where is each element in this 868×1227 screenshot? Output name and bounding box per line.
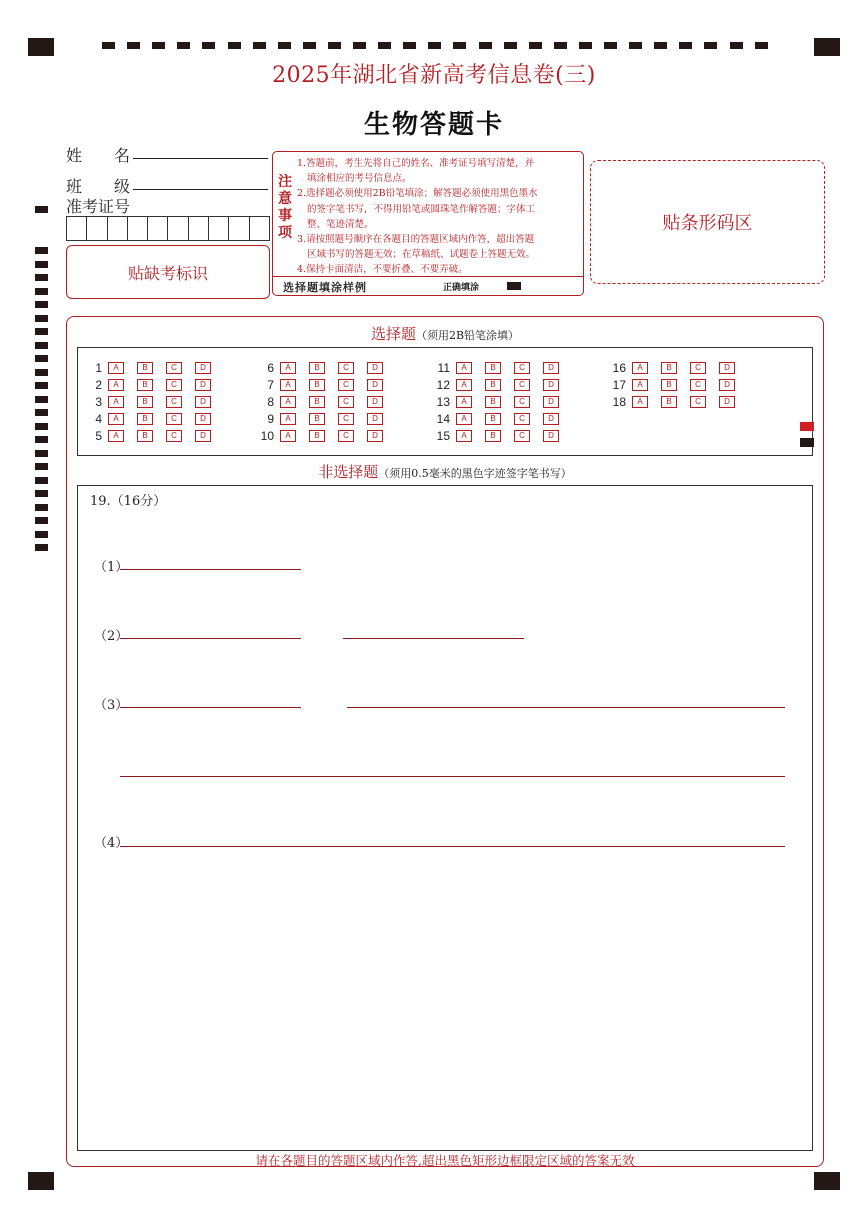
question-number: 9 [267, 411, 274, 426]
timing-mark [35, 477, 48, 484]
option-bubble[interactable]: B [661, 396, 677, 408]
option-bubble[interactable]: D [367, 413, 383, 425]
option-bubble[interactable]: A [108, 413, 124, 425]
question-number: 14 [436, 411, 450, 426]
option-bubble[interactable]: A [456, 379, 472, 391]
timing-mark [278, 42, 291, 49]
option-bubble[interactable]: B [485, 362, 501, 374]
timing-mark [428, 42, 441, 49]
option-bubble[interactable]: A [280, 379, 296, 391]
timing-mark [35, 261, 48, 268]
notice-text: 1.答题前，考生先将自己的姓名、准考证号填写清楚，并 填涂相应的考号信息点。 2.选择题必须使用2B铅笔填涂；解答题必须使用黑色墨水 的签字笔书写，不得用铅笔或圆珠笔作解答题；字体工 整、笔迹清楚。 3.请按照题号顺序在各题目的答题区域内作答，超出答题 区域书写的答题无效；在草稿纸、试题卷上答题无效。 4.保持卡面清洁，不要折叠、不要弄破。 [297, 158, 538, 276]
timing-mark [629, 42, 642, 49]
timing-mark [35, 247, 48, 254]
timing-mark [35, 409, 48, 416]
part-2-answer-line-1[interactable] [120, 638, 301, 639]
option-bubble[interactable]: C [514, 413, 530, 425]
timing-mark [35, 463, 48, 470]
red-calibration-mark [800, 422, 814, 431]
timing-mark [127, 42, 140, 49]
corner-mark-top-right [814, 38, 840, 56]
part-3-answer-line-3[interactable] [120, 776, 785, 777]
part-4-label: （4） [94, 836, 129, 851]
option-bubble[interactable]: B [661, 379, 677, 391]
option-bubble[interactable]: A [108, 396, 124, 408]
option-bubble[interactable]: C [514, 362, 530, 374]
question-number: 13 [436, 394, 450, 409]
timing-mark [152, 42, 165, 49]
option-bubble[interactable]: A [456, 396, 472, 408]
corner-mark-bottom-right [814, 1172, 840, 1190]
option-bubble[interactable]: A [632, 379, 648, 391]
correct-fill-sample [507, 282, 521, 290]
exam-number-label: 准考证号 [66, 197, 131, 216]
part-4-answer-line[interactable] [120, 846, 785, 847]
option-bubble[interactable]: D [195, 413, 211, 425]
timing-mark [704, 42, 717, 49]
option-bubble[interactable]: A [280, 396, 296, 408]
corner-mark-bottom-left [28, 1172, 54, 1190]
barcode-area: 贴条形码区 [590, 160, 825, 284]
timing-mark [353, 42, 366, 49]
option-bubble[interactable]: C [166, 430, 182, 442]
timing-mark [35, 301, 48, 308]
timing-mark [604, 42, 617, 49]
option-bubble[interactable]: D [543, 413, 559, 425]
question-number: 17 [612, 377, 626, 392]
choice-question-row [250, 429, 396, 442]
timing-mark [102, 42, 115, 49]
option-bubble[interactable]: B [485, 430, 501, 442]
option-bubble[interactable]: C [338, 379, 354, 391]
absent-mark-area: 贴缺考标识 [66, 245, 270, 299]
name-field[interactable] [133, 158, 268, 159]
timing-mark [177, 42, 190, 49]
option-bubble[interactable]: B [309, 413, 325, 425]
question-number: 1 [95, 360, 102, 375]
option-bubble[interactable]: D [543, 430, 559, 442]
part-3-answer-line-1[interactable] [120, 707, 301, 708]
option-bubble[interactable]: D [367, 430, 383, 442]
fill-sample-row [273, 276, 583, 296]
option-bubble[interactable]: B [309, 430, 325, 442]
choice-question-row [250, 378, 396, 391]
option-bubble[interactable]: D [543, 396, 559, 408]
option-bubble[interactable]: B [137, 379, 153, 391]
option-bubble[interactable]: A [280, 362, 296, 374]
timing-mark [35, 544, 48, 551]
option-bubble[interactable]: C [338, 430, 354, 442]
name-label: 姓 名 [66, 146, 131, 165]
option-bubble[interactable]: A [108, 362, 124, 374]
part-2-label: （2） [94, 629, 129, 644]
timing-mark [35, 288, 48, 295]
option-bubble[interactable]: D [195, 379, 211, 391]
part-3-answer-line-2[interactable] [347, 707, 785, 708]
option-bubble[interactable]: C [514, 396, 530, 408]
timing-mark [228, 42, 241, 49]
option-bubble[interactable]: D [543, 362, 559, 374]
option-bubble[interactable]: C [166, 413, 182, 425]
timing-mark [654, 42, 667, 49]
option-bubble[interactable]: D [719, 379, 735, 391]
option-bubble[interactable]: C [338, 362, 354, 374]
timing-mark [479, 42, 492, 49]
option-bubble[interactable]: D [195, 362, 211, 374]
part-1-answer-line[interactable] [120, 569, 301, 570]
option-bubble[interactable]: B [309, 396, 325, 408]
option-bubble[interactable]: A [280, 413, 296, 425]
choice-question-row [78, 429, 224, 442]
part-1-label: （1） [94, 560, 129, 575]
question-number: 11 [437, 360, 450, 375]
exam-title: 2025年湖北省新高考信息卷(三) [272, 63, 596, 88]
option-bubble[interactable]: D [719, 396, 735, 408]
option-bubble[interactable]: C [166, 379, 182, 391]
fill-sample-label: 选择题填涂样例 [283, 281, 367, 294]
option-bubble[interactable]: B [137, 362, 153, 374]
option-bubble[interactable]: B [309, 379, 325, 391]
choice-question-row [78, 395, 224, 408]
class-label: 班 级 [66, 177, 131, 196]
question-number: 7 [267, 377, 274, 392]
option-bubble[interactable]: A [456, 362, 472, 374]
timing-mark [453, 42, 466, 49]
question-number: 2 [95, 377, 102, 392]
option-bubble[interactable]: A [108, 379, 124, 391]
question-number: 12 [436, 377, 450, 392]
option-bubble[interactable]: B [485, 396, 501, 408]
timing-mark [35, 396, 48, 403]
option-bubble[interactable]: C [514, 430, 530, 442]
timing-mark [35, 517, 48, 524]
timing-mark [730, 42, 743, 49]
option-bubble[interactable]: A [456, 430, 472, 442]
timing-mark [35, 436, 48, 443]
timing-mark [35, 328, 48, 335]
choice-question-row [250, 395, 396, 408]
question-number: 16 [612, 360, 626, 375]
option-bubble[interactable]: B [137, 413, 153, 425]
choice-question-row [426, 412, 572, 425]
timing-mark [35, 450, 48, 457]
timing-mark [554, 42, 567, 49]
option-bubble[interactable]: B [661, 362, 677, 374]
option-bubble[interactable]: D [367, 396, 383, 408]
choice-question-row [78, 412, 224, 425]
timing-mark [35, 342, 48, 349]
option-bubble[interactable]: B [137, 396, 153, 408]
choice-question-row [78, 378, 224, 391]
timing-mark [202, 42, 215, 49]
class-field[interactable] [133, 189, 268, 190]
choice-question-row [78, 361, 224, 374]
choice-question-row [602, 361, 748, 374]
notice-box [272, 151, 584, 296]
timing-mark [35, 355, 48, 362]
black-calibration-mark [800, 438, 814, 447]
choice-question-row [426, 395, 572, 408]
choice-question-row [250, 361, 396, 374]
question-19-header: 19.（16分） [90, 494, 167, 509]
option-bubble[interactable]: A [632, 396, 648, 408]
choice-question-row [250, 412, 396, 425]
timing-mark [35, 315, 48, 322]
timing-mark [755, 42, 768, 49]
timing-mark [403, 42, 416, 49]
option-bubble[interactable]: B [309, 362, 325, 374]
option-bubble[interactable]: A [280, 430, 296, 442]
option-bubble[interactable]: D [367, 379, 383, 391]
option-bubble[interactable]: D [195, 396, 211, 408]
question-number: 6 [267, 360, 274, 375]
choice-question-row [426, 378, 572, 391]
timing-mark [378, 42, 391, 49]
timing-mark [579, 42, 592, 49]
subject-title: 生物答题卡 [363, 110, 504, 140]
timing-mark [679, 42, 692, 49]
timing-mark [529, 42, 542, 49]
timing-mark [35, 490, 48, 497]
option-bubble[interactable]: C [514, 379, 530, 391]
choice-question-row [426, 361, 572, 374]
timing-mark [504, 42, 517, 49]
answer-sheet-main [66, 316, 824, 1167]
timing-mark [35, 369, 48, 376]
option-bubble[interactable]: C [338, 413, 354, 425]
option-bubble[interactable]: C [690, 379, 706, 391]
option-bubble[interactable]: A [632, 362, 648, 374]
timing-mark [35, 531, 48, 538]
timing-mark [328, 42, 341, 49]
choice-grid [77, 347, 813, 456]
exam-number-boxes[interactable] [66, 216, 270, 241]
correct-fill-label: 正确填涂 [443, 283, 480, 293]
part-3-label: （3） [94, 698, 129, 713]
option-bubble[interactable]: C [690, 362, 706, 374]
question-number: 8 [267, 394, 274, 409]
choice-question-row [602, 378, 748, 391]
option-bubble[interactable]: A [108, 430, 124, 442]
question-number: 10 [260, 428, 274, 443]
option-bubble[interactable]: A [456, 413, 472, 425]
question-number: 4 [95, 411, 102, 426]
timing-mark [303, 42, 316, 49]
option-bubble[interactable]: D [367, 362, 383, 374]
option-bubble[interactable]: C [338, 396, 354, 408]
footer-note: 请在各题目的答题区域内作答,超出黑色矩形边框限定区域的答案无效 [255, 1153, 635, 1168]
timing-mark [35, 504, 48, 511]
choice-question-row [602, 395, 748, 408]
timing-mark [35, 206, 48, 213]
option-bubble[interactable]: D [543, 379, 559, 391]
free-section-title: 非选择题（须用0.5毫米的黑色字迹签字笔书写） [318, 463, 572, 481]
timing-mark [253, 42, 266, 49]
timing-mark [35, 423, 48, 430]
option-bubble[interactable]: B [485, 413, 501, 425]
timing-mark [35, 274, 48, 281]
option-bubble[interactable]: D [195, 430, 211, 442]
choice-question-row [426, 429, 572, 442]
question-number: 18 [612, 394, 626, 409]
option-bubble[interactable]: B [137, 430, 153, 442]
free-answer-box[interactable] [77, 485, 813, 1151]
corner-mark-top-left [28, 38, 54, 56]
option-bubble[interactable]: B [485, 379, 501, 391]
question-number: 5 [95, 428, 102, 443]
option-bubble[interactable]: C [690, 396, 706, 408]
question-number: 15 [436, 428, 450, 443]
option-bubble[interactable]: C [166, 362, 182, 374]
part-2-answer-line-2[interactable] [343, 638, 524, 639]
timing-mark [35, 382, 48, 389]
notice-heading: 注 意 事 项 [278, 174, 292, 241]
option-bubble[interactable]: D [719, 362, 735, 374]
option-bubble[interactable]: C [166, 396, 182, 408]
choice-section-title: 选择题（须用2B铅笔涂填） [370, 325, 520, 343]
question-number: 3 [95, 394, 102, 409]
